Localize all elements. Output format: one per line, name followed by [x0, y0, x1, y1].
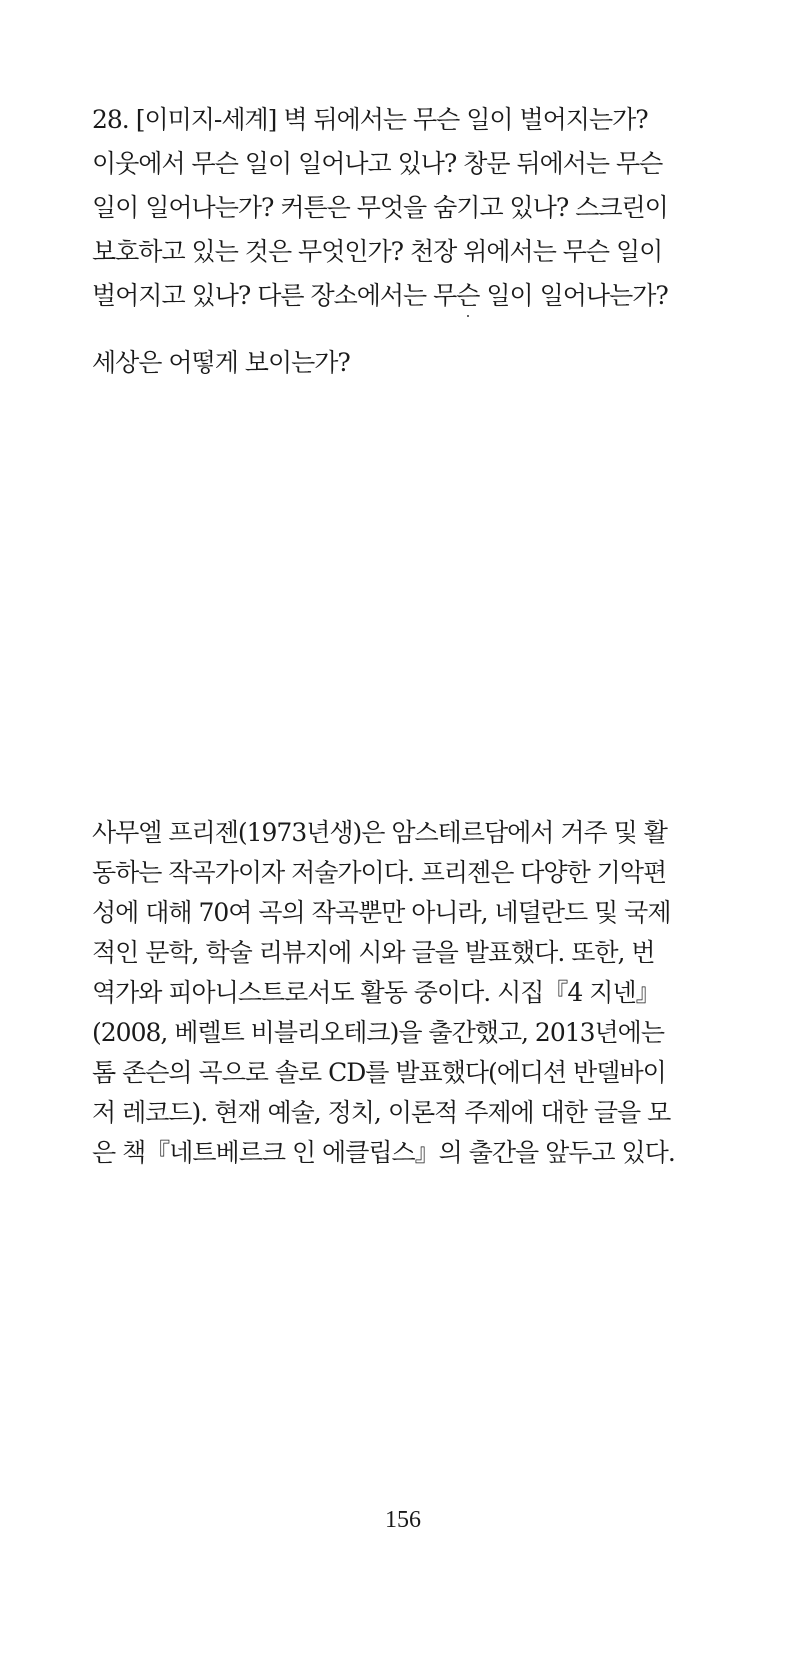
bio-line: 사무엘 프리젠(1973년생)은 암스테르담에서 거주 및 활	[92, 818, 667, 847]
bio-line: 동하는 작곡가이자 저술가이다. 프리젠은 다양한 기악편	[92, 858, 667, 887]
bio-line: 저 레코드). 현재 예술, 정치, 이론적 주제에 대한 글을 모	[92, 1098, 671, 1127]
author-bio	[92, 813, 732, 1173]
print-speck	[467, 315, 469, 317]
paragraph-line: 벌어지고 있나? 다른 장소에서는 무슨 일이 일어나는가?	[92, 281, 668, 310]
numbered-paragraph	[92, 98, 732, 318]
bio-line: 적인 문학, 학술 리뷰지에 시와 글을 발표했다. 또한, 번	[92, 938, 655, 967]
closing-question-text: 세상은 어떻게 보이는가?	[92, 348, 350, 377]
paragraph-line: 이웃에서 무슨 일이 일어나고 있나? 창문 뒤에서는 무슨	[92, 149, 663, 178]
paragraph-line: 일이 일어나는가? 커튼은 무엇을 숨기고 있나? 스크린이	[92, 193, 668, 222]
bio-line: (2008, 베렐트 비블리오테크)을 출간했고, 2013년에는	[92, 1018, 664, 1047]
page-number: 156	[385, 1507, 421, 1533]
closing-question	[92, 341, 732, 385]
paragraph-line: 보호하고 있는 것은 무엇인가? 천장 위에서는 무슨 일이	[92, 237, 663, 266]
bio-line: 성에 대해 70여 곡의 작곡뿐만 아니라, 네덜란드 및 국제	[92, 898, 671, 927]
bio-line: 톰 존슨의 곡으로 솔로 CD를 발표했다(에디션 반델바이	[92, 1058, 666, 1087]
paragraph-line: 28. [이미지-세계] 벽 뒤에서는 무슨 일이 벌어지는가?	[92, 105, 648, 134]
bio-line: 역가와 피아니스트로서도 활동 중이다. 시집『4 지넨』	[92, 978, 660, 1007]
bio-line: 은 책『네트베르크 인 에클립스』의 출간을 앞두고 있다.	[92, 1138, 675, 1167]
